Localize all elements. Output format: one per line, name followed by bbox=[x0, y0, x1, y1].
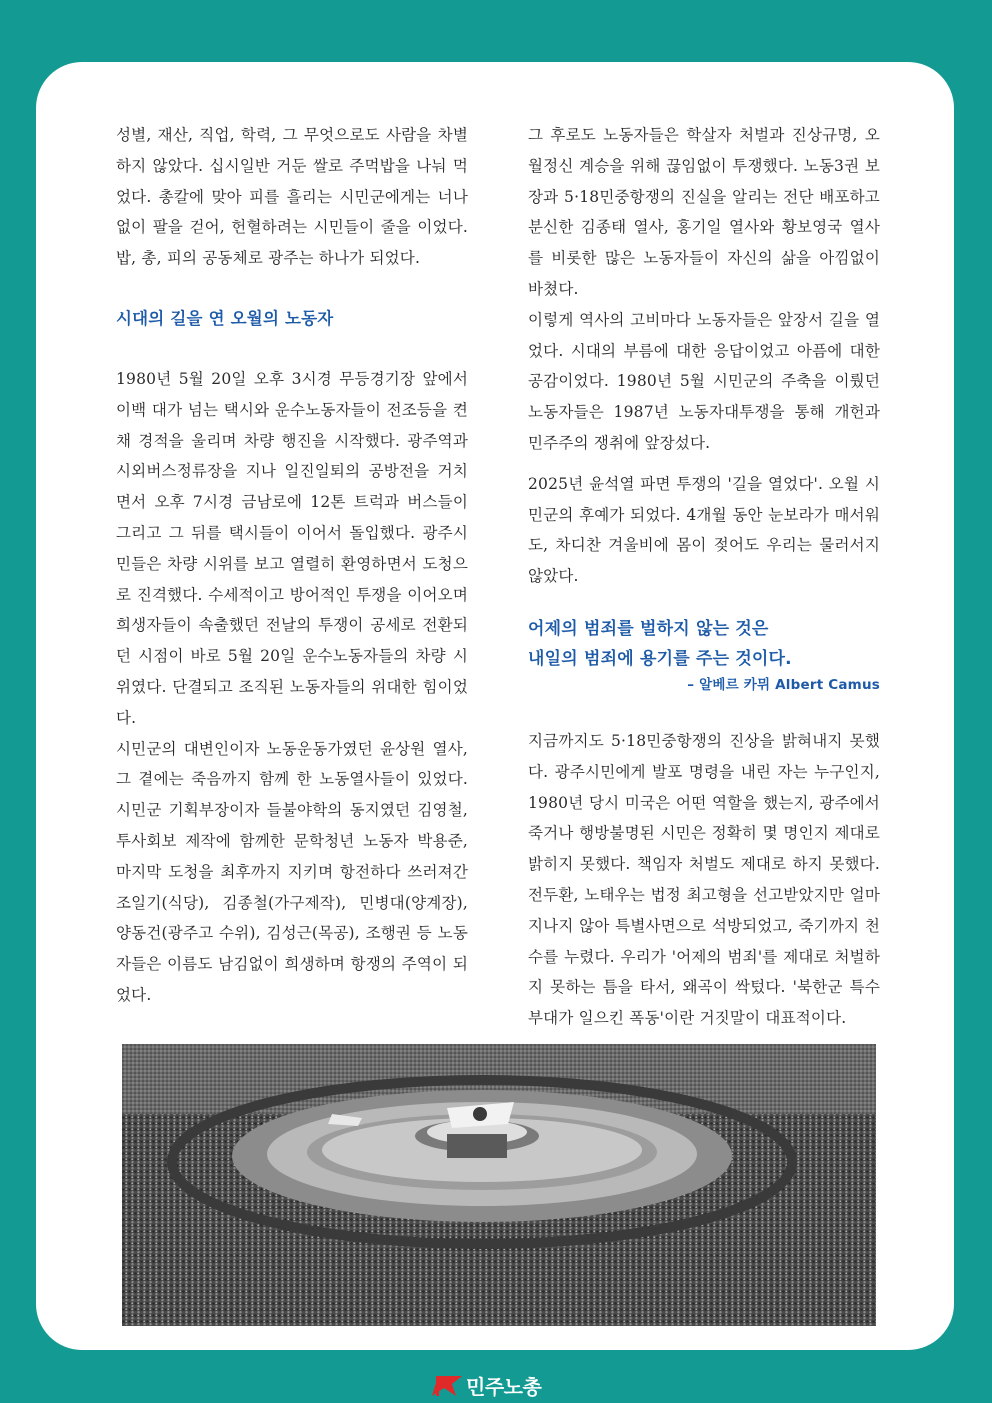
left-column bbox=[116, 120, 468, 1011]
quote-line-2: 내일의 범죄에 용기를 주는 것이다. bbox=[528, 648, 792, 669]
right-paragraph-2: 이렇게 역사의 고비마다 노동자들은 앞장서 길을 열었다. 시대의 부름에 대한 응답이었고 아픔에 대한 공감이었다. 1980년 5월 시민군의 주축을 이뤘던 노동자들은 1987년 노동자대투쟁을 통해 개헌과 민주주의 쟁취에 앞장섰다. bbox=[528, 310, 880, 452]
quote-source: – 알베르 카뮈 Albert Camus bbox=[687, 676, 880, 693]
right-paragraph-1: 그 후로도 노동자들은 학살자 처벌과 진상규명, 오월정신 계승을 위해 끊임없이 투쟁했다. 노동3권 보장과 5·18민중항쟁의 진실을 알리는 전단 배포하고 분신한 김종태 열사, 홍기일 열사와 황보영국 열사를 비롯한 많은 노동자들이 자신의 삶을 아낌없이 바쳤다. bbox=[528, 126, 880, 298]
crowd-photo-illustration bbox=[122, 1044, 876, 1326]
left-paragraph-1: 성별, 재산, 직업, 학력, 그 무엇으로도 사람을 차별하지 않았다. 십시일반 거둔 쌀로 주먹밥을 나눠 먹었다. 총칼에 맞아 피를 흘리는 시민군에게는 너나없이 팔을 걷어, 헌혈하려는 시민들이 줄을 이었다. 밥, 총, 피의 공동체로 광주는 하나가 되었다. bbox=[116, 126, 468, 268]
kctu-logo bbox=[430, 1372, 541, 1398]
right-paragraph-3: 2025년 윤석열 파면 투쟁의 '길을 열었다'. 오월 시민군의 후예가 되었다. 4개월 동안 눈보라가 매서워도, 차디찬 겨울비에 몸이 젖어도 우리는 물러서지 않았다. bbox=[528, 474, 880, 586]
section-heading: 시대의 길을 연 오월의 노동자 bbox=[116, 308, 334, 328]
left-paragraph-3: 시민군의 대변인이자 노동운동가였던 윤상원 열사, 그 곁에는 죽음까지 함께 한 노동열사들이 있었다. 시민군 기획부장이자 들불야학의 동지였던 김영철, 투사회보 제작에 함께한 문학청년 노동자 박용준, 마지막 도청을 최후까지 지키며 항전하다 쓰러져간 조일기(식당), 김종철(가구제작), 민병대(양계장), 양동건(광주고 수위), 김성근(목공), 조행권 등 노동자들은 이름도 남김없이 희생하며 항쟁의 주역이 되었다. bbox=[116, 739, 468, 1004]
quote-line-1: 어제의 범죄를 벌하지 않는 것은 bbox=[528, 618, 769, 639]
crowd-photo bbox=[122, 1044, 876, 1326]
left-paragraph-2: 1980년 5월 20일 오후 3시경 무등경기장 앞에서 이백 대가 넘는 택시와 운수노동자들이 전조등을 켠 채 경적을 울리며 차량 행진을 시작했다. 광주역과 시외버스정류장을 지나 일진일퇴의 공방전을 거치면서 오후 7시경 금남로에 12톤 트럭과 버스들이 그리고 그 뒤를 택시들이 이어서 돌입했다. 광주시민들은 차량 시위를 보고 열렬히 환영하면서 도청으로 진격했다. 수세적이고 방어적인 투쟁을 이어오며 희생자들이 속출했던 전날의 투쟁이 공세로 전환되던 시점이 바로 5월 20일 운수노동자들의 차량 시위였다. 단결되고 조직된 노동자들의 위대한 힘이었다. bbox=[116, 369, 468, 727]
page-sheet bbox=[36, 62, 954, 1350]
logo-text: 민주노총 bbox=[466, 1374, 542, 1399]
right-paragraph-4: 지금까지도 5·18민중항쟁의 진상을 밝혀내지 못했다. 광주시민에게 발포 명령을 내린 자는 누구인지, 1980년 당시 미국은 어떤 역할을 했는지, 광주에서 죽거나 행방불명된 시민은 정확히 몇 명인지 제대로 밝히지 못했다. 책임자 처벌도 제대로 하지 못했다. 전두환, 노태우는 법정 최고형을 선고받았지만 얼마 지나지 않아 특별사면으로 석방되었고, 죽기까지 천수를 누렸다. 우리가 '어제의 범죄'를 제대로 처벌하지 못하는 틈을 타서, 왜곡이 싹텄다. '북한군 특수부대가 일으킨 폭동'이란 거짓말이 대표적이다. bbox=[528, 731, 880, 1028]
right-column bbox=[528, 120, 880, 1034]
logo-flag-icon bbox=[430, 1372, 464, 1398]
